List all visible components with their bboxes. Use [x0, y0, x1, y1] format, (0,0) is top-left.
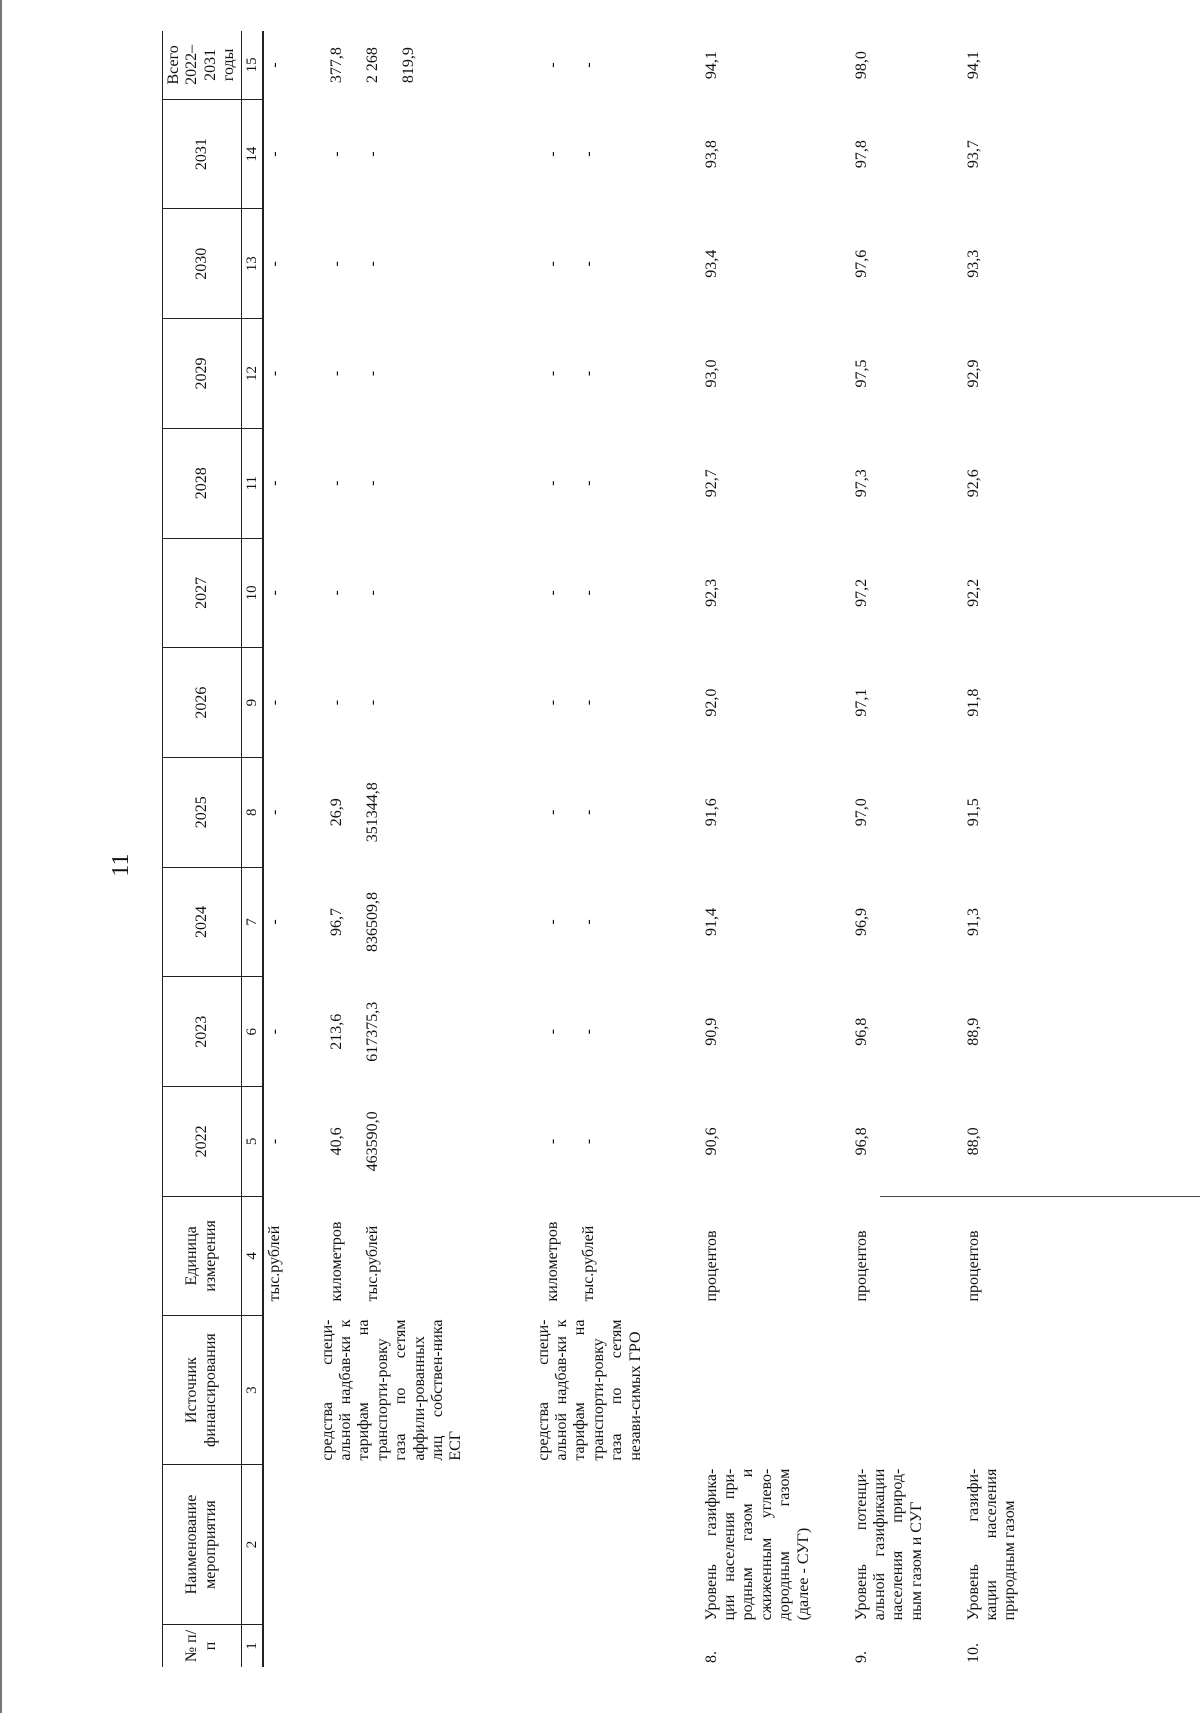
scan-edge-line: [880, 1196, 1200, 1197]
value-cell: - -: [543, 480, 597, 486]
table-row: [533, 31, 701, 1667]
value-cell: -: [265, 809, 283, 815]
value-cell: 91,8: [964, 688, 982, 717]
column-number: 2: [241, 1465, 263, 1625]
value-cell: 40,6 463590,0: [327, 1111, 381, 1172]
header-year: 2028: [163, 428, 242, 538]
value-cell: -: [265, 1138, 283, 1145]
column-number: 3: [241, 1316, 263, 1465]
column-number: 10: [241, 538, 263, 648]
value-cell: 92,3: [702, 578, 720, 607]
value-cell: 93,7: [964, 140, 982, 169]
row-number: 9.: [852, 1651, 870, 1663]
table-row: [317, 31, 533, 1667]
value-cell: 91,4: [702, 908, 720, 936]
header-year: 2031: [163, 99, 242, 209]
value-cell: -: [265, 699, 283, 706]
value-cell: 94,1: [964, 51, 982, 80]
column-number: 13: [241, 209, 263, 319]
value-cell: - -: [543, 590, 597, 596]
value-cell: 94,1: [702, 51, 720, 80]
value-cell: 88,0: [964, 1127, 982, 1156]
value-cell: 92,2: [964, 578, 982, 607]
value-cell: - -: [543, 62, 597, 68]
value-cell: 97,5: [852, 359, 870, 388]
value-cell: 96,9: [852, 908, 870, 936]
value-cell: -: [265, 480, 283, 486]
value-cell: - -: [543, 151, 597, 157]
value-cell: -: [265, 151, 283, 157]
value-cell: 91,6: [702, 798, 720, 827]
value-cell: -: [265, 919, 283, 925]
header-total: Всего 2022–2031 годы: [163, 31, 242, 99]
value-cell: - -: [543, 919, 597, 925]
value-cell: 91,5: [964, 798, 982, 827]
source-cell: средства специ-альной надбав-ки к тарифам на транспорти-ровку газа по сетям аффили-рованных лиц собствен-ника ЕСГ: [318, 1319, 465, 1461]
value-cell: 92,9: [964, 359, 982, 388]
column-number: 12: [241, 319, 263, 429]
table-row: [963, 31, 1053, 1667]
unit-cell: процентов: [964, 1230, 982, 1302]
value-cell: 213,6 617375,3: [327, 1001, 381, 1062]
column-number: 14: [241, 99, 263, 209]
column-number: 6: [241, 977, 263, 1087]
header-year: 2026: [163, 648, 242, 758]
header-year: 2030: [163, 209, 242, 319]
value-cell: 90,9: [702, 1017, 720, 1046]
column-number: 4: [241, 1196, 263, 1315]
program-indicators-table: [162, 31, 1053, 1667]
unit-rub: тыс.рублей: [579, 1225, 597, 1302]
value-cell: 96,8: [852, 1127, 870, 1156]
header-year: 2024: [163, 867, 242, 977]
value-cell: - -: [327, 261, 381, 267]
value-cell: - -: [543, 370, 597, 377]
unit-km: километров: [543, 1221, 561, 1302]
header-num: № п/п: [163, 1624, 242, 1667]
value-cell: 98,0: [852, 51, 870, 80]
row-number: 8.: [702, 1651, 720, 1663]
header-unit: Единица измерения: [163, 1196, 242, 1315]
value-cell: -: [265, 590, 283, 596]
scan-edge-line: [0, 0, 2, 1713]
value-cell: 97,0: [852, 798, 870, 827]
value-cell: 93,0: [702, 359, 720, 388]
source-cell: средства специ-альной надбав-ки к тарифам на транспорти-ровку газа по сетям незави-симых ГРО: [534, 1319, 644, 1461]
unit-cell: процентов: [852, 1230, 870, 1302]
value-cell: 91,3: [964, 908, 982, 936]
measure-name: Уровень газифи-кации населения природным газом: [964, 1468, 1019, 1621]
unit-cell: процентов: [702, 1230, 720, 1302]
value-cell: - -: [327, 699, 381, 706]
row-number: 10.: [964, 1643, 982, 1663]
unit-cell: [533, 1196, 701, 1315]
value-cell: - -: [543, 699, 597, 706]
value-cell: 93,4: [702, 249, 720, 278]
value-cell: 96,7 836509,8: [327, 892, 381, 952]
value-cell: -: [265, 1029, 283, 1035]
header-name: Наименование мероприятия: [163, 1465, 242, 1625]
header-source: Источник финансирования: [163, 1316, 242, 1465]
value-cell: 93,3: [964, 249, 982, 278]
table-row: [263, 31, 317, 1667]
value-cell: - -: [327, 590, 381, 596]
column-number: 5: [241, 1087, 263, 1197]
value-cell: 92,7: [702, 469, 720, 498]
value-cell: 93,8: [702, 140, 720, 169]
table-row: [701, 31, 851, 1667]
column-number: 7: [241, 867, 263, 977]
value-cell: 97,6: [852, 249, 870, 278]
page-number: 11: [108, 853, 134, 877]
value-cell: - -: [543, 261, 597, 267]
value-cell: 88,9: [964, 1017, 982, 1046]
header-year: 2023: [163, 977, 242, 1087]
value-cell: - -: [543, 809, 597, 815]
value-cell: 97,3: [852, 469, 870, 498]
value-cell: 92,6: [964, 469, 982, 498]
header-year: 2022: [163, 1087, 242, 1197]
unit-rub: тыс.рублей: [363, 1225, 381, 1302]
table-row: [851, 31, 963, 1667]
value-cell: -: [265, 370, 283, 377]
unit-cell: [317, 1196, 533, 1315]
header-year: 2029: [163, 319, 242, 429]
value-cell: -: [265, 62, 283, 68]
column-number: 1: [241, 1624, 263, 1667]
column-number: 8: [241, 757, 263, 867]
value-cell: - -: [543, 1138, 597, 1145]
unit-cell: тыс.рублей: [265, 1225, 283, 1302]
value-cell: - -: [327, 480, 381, 486]
value-cell: - -: [543, 1029, 597, 1035]
value-cell: 96,8: [852, 1017, 870, 1046]
column-number: 9: [241, 648, 263, 758]
value-cell: 97,1: [852, 688, 870, 717]
column-number: 15: [241, 31, 263, 99]
value-cell: - -: [327, 370, 381, 377]
value-cell: 92,0: [702, 688, 720, 717]
measure-name: Уровень потенци-альной газификации населения природ-ным газом и СУГ: [852, 1468, 925, 1621]
value-cell: 97,2: [852, 578, 870, 607]
value-cell: 26,9 351344,8: [327, 782, 381, 843]
value-cell: 97,8: [852, 140, 870, 169]
value-cell: -: [265, 261, 283, 267]
column-number: 11: [241, 428, 263, 538]
table-header: [163, 31, 263, 1667]
header-year: 2027: [163, 538, 242, 648]
unit-km: километров: [327, 1221, 345, 1302]
value-cell: 377,8 2 268 819,9: [327, 47, 417, 84]
value-cell: 90,6: [702, 1127, 720, 1156]
value-cell: - -: [327, 151, 381, 157]
measure-name: Уровень газифика-ции населения при-родным газом и сжиженным углево-дородным газом (далее - СУГ): [702, 1468, 812, 1621]
header-year: 2025: [163, 757, 242, 867]
